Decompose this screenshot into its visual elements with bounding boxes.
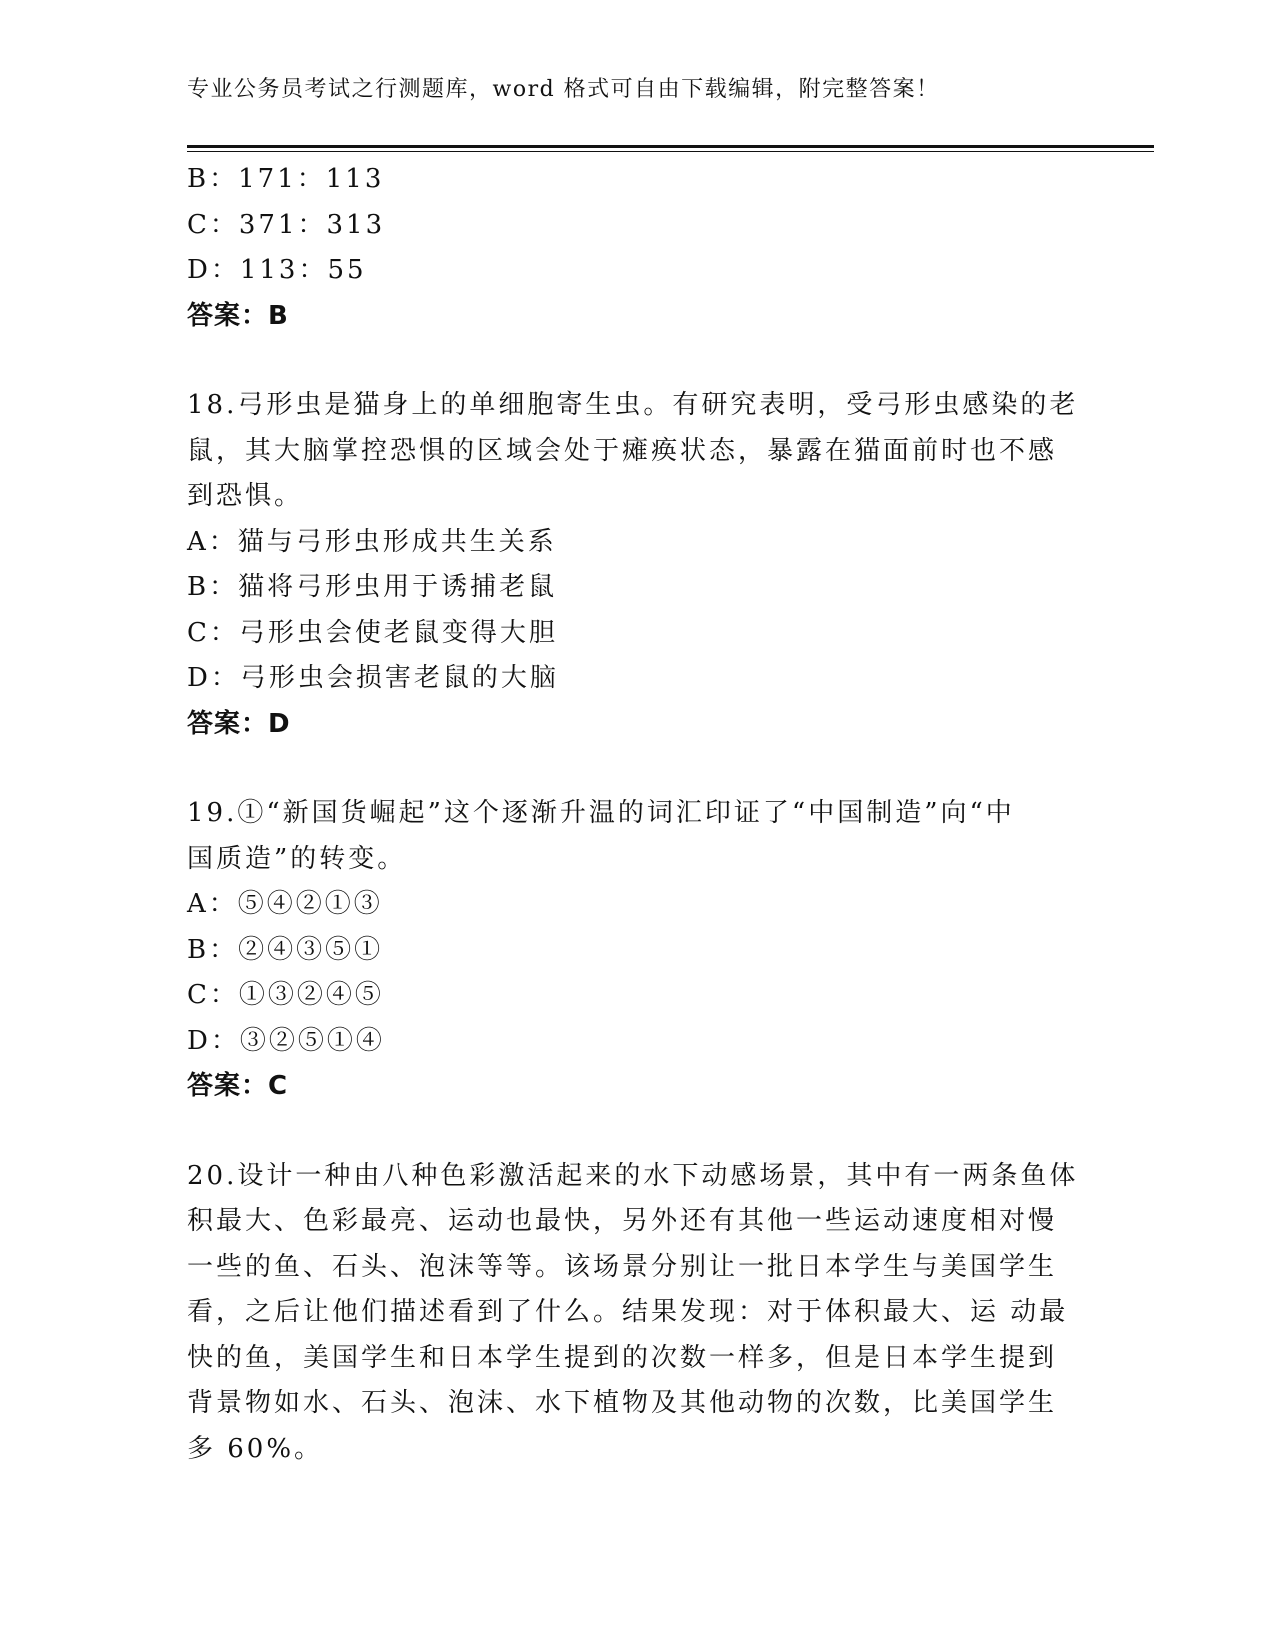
answer-18: 答案：D <box>187 708 291 739</box>
question-stem-line: 多 60%。 <box>187 1433 324 1464</box>
question-17 <box>187 157 1087 339</box>
question-stem-line: 国质造”的转变。 <box>187 843 407 874</box>
question-stem-line: 一些的鱼、石头、泡沫等等。该场景分别让一批日本学生与美国学生 <box>187 1251 1058 1282</box>
option-d: D：113：55 <box>187 255 367 285</box>
answer-17: 答案：B <box>187 300 289 331</box>
question-stem-line: 快的鱼，美国学生和日本学生提到的次数一样多，但是日本学生提到 <box>187 1342 1058 1373</box>
option-a: A：猫与弓形虫形成共生关系 <box>187 526 557 557</box>
question-stem-line: 看，之后让他们描述看到了什么。结果发现：对于体积最大、运 动最 <box>187 1297 1069 1327</box>
option-b: B：②④③⑤① <box>187 934 384 965</box>
answer-19: 答案：C <box>187 1071 289 1101</box>
question-stem-line: 19.①“新国货崛起”这个逐渐升温的词汇印证了“中国制造”向“中 <box>187 798 1015 828</box>
spacer <box>187 747 1087 791</box>
option-d: D：弓形虫会损害老鼠的大脑 <box>187 663 559 693</box>
page-header: 专业公务员考试之行测题库，word 格式可自由下载编辑，附完整答案！ <box>187 77 940 102</box>
option-b: B：171：113 <box>187 164 385 194</box>
option-d: D：③②⑤①④ <box>187 1025 385 1056</box>
question-18 <box>187 383 1087 747</box>
option-c: C：371：313 <box>187 209 386 240</box>
question-stem-line: 20.设计一种由八种色彩激活起来的水下动感场景，其中有一两条鱼体 <box>187 1160 1079 1191</box>
option-b: B：猫将弓形虫用于诱捕老鼠 <box>187 572 558 602</box>
question-stem-line: 背景物如水、石头、泡沫、水下植物及其他动物的次数，比美国学生 <box>187 1388 1058 1418</box>
question-19 <box>187 791 1087 1110</box>
question-stem-line: 18.弓形虫是猫身上的单细胞寄生虫。有研究表明，受弓形虫感染的老 <box>187 390 1079 420</box>
document-body <box>187 157 1087 1472</box>
question-stem-line: 到恐惧。 <box>187 481 304 511</box>
question-stem-line: 积最大、色彩最亮、运动也最快，另外还有其他一些运动速度相对慢 <box>187 1206 1058 1236</box>
header-rule-thin <box>187 151 1154 152</box>
question-stem-line: 鼠，其大脑掌控恐惧的区域会处于瘫痪状态，暴露在猫面前时也不感 <box>187 435 1058 466</box>
question-20 <box>187 1154 1087 1473</box>
header-rule-thick <box>187 145 1154 148</box>
option-c: C：弓形虫会使老鼠变得大胆 <box>187 617 558 648</box>
spacer <box>187 1110 1087 1154</box>
spacer <box>187 339 1087 383</box>
option-a: A：⑤④②①③ <box>187 889 383 919</box>
option-c: C：①③②④⑤ <box>187 980 384 1010</box>
